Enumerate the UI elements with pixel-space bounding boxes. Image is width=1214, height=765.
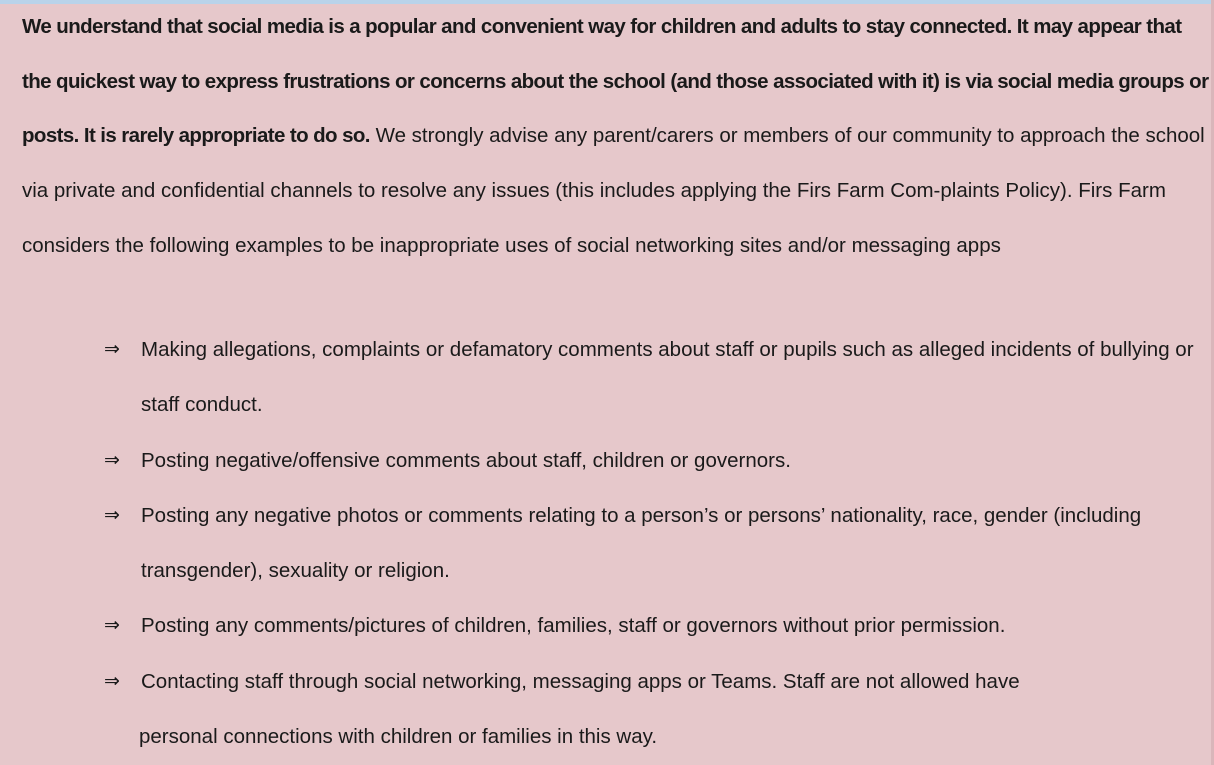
list-item-text: Making allegations, complaints or defamatory comments about staff or pupils such as alleged incidents of bullying or staff conduct. <box>141 338 1194 417</box>
arrow-bullet-icon: ⇒ <box>104 669 120 692</box>
intro-regular-text: We strongly advise any parent/carers or members of our community to approach the school via private and confidential channels to resolve any issues (this includes applying the Firs Farm Com-plaints Policy). Firs Farm considers the following examples to be inappropriate uses of social networking sites and/or messaging apps <box>22 124 1205 257</box>
arrow-bullet-icon: ⇒ <box>104 614 120 637</box>
list-item <box>104 654 1204 765</box>
arrow-bullet-icon: ⇒ <box>104 503 120 526</box>
list-item-text: Posting any comments/pictures of children, families, staff or governors without prior permission. <box>141 614 1006 638</box>
list-item-text: Posting negative/offensive comments about staff, children or governors. <box>141 448 791 472</box>
list-item-text-line1: Contacting staff through social networking, messaging apps or Teams. Staff are not allowed have <box>141 669 1020 693</box>
list-item-text: Posting any negative photos or comments relating to a person’s or persons’ nationality, race, gender (including transgender), sexuality or religion. <box>141 503 1142 583</box>
list-item-text-line2: personal connections with children or families in this way. <box>139 725 658 749</box>
list-item <box>104 488 1204 599</box>
intro-paragraph <box>22 0 1210 274</box>
list-item <box>104 433 1204 488</box>
inappropriate-uses-list <box>104 322 1204 764</box>
list-item <box>104 322 1204 433</box>
intro-bold-text: We understand that social media is a popular and convenient way for children and adults to stay connected. It may appear that the quickest way to express frustrations or concerns about the school (and those associated with it) is via social media groups or posts. It is rarely appropriate to do so. <box>22 15 1209 148</box>
arrow-bullet-icon: ⇒ <box>104 448 120 471</box>
arrow-bullet-icon: ⇒ <box>104 338 120 360</box>
list-item <box>104 598 1204 653</box>
